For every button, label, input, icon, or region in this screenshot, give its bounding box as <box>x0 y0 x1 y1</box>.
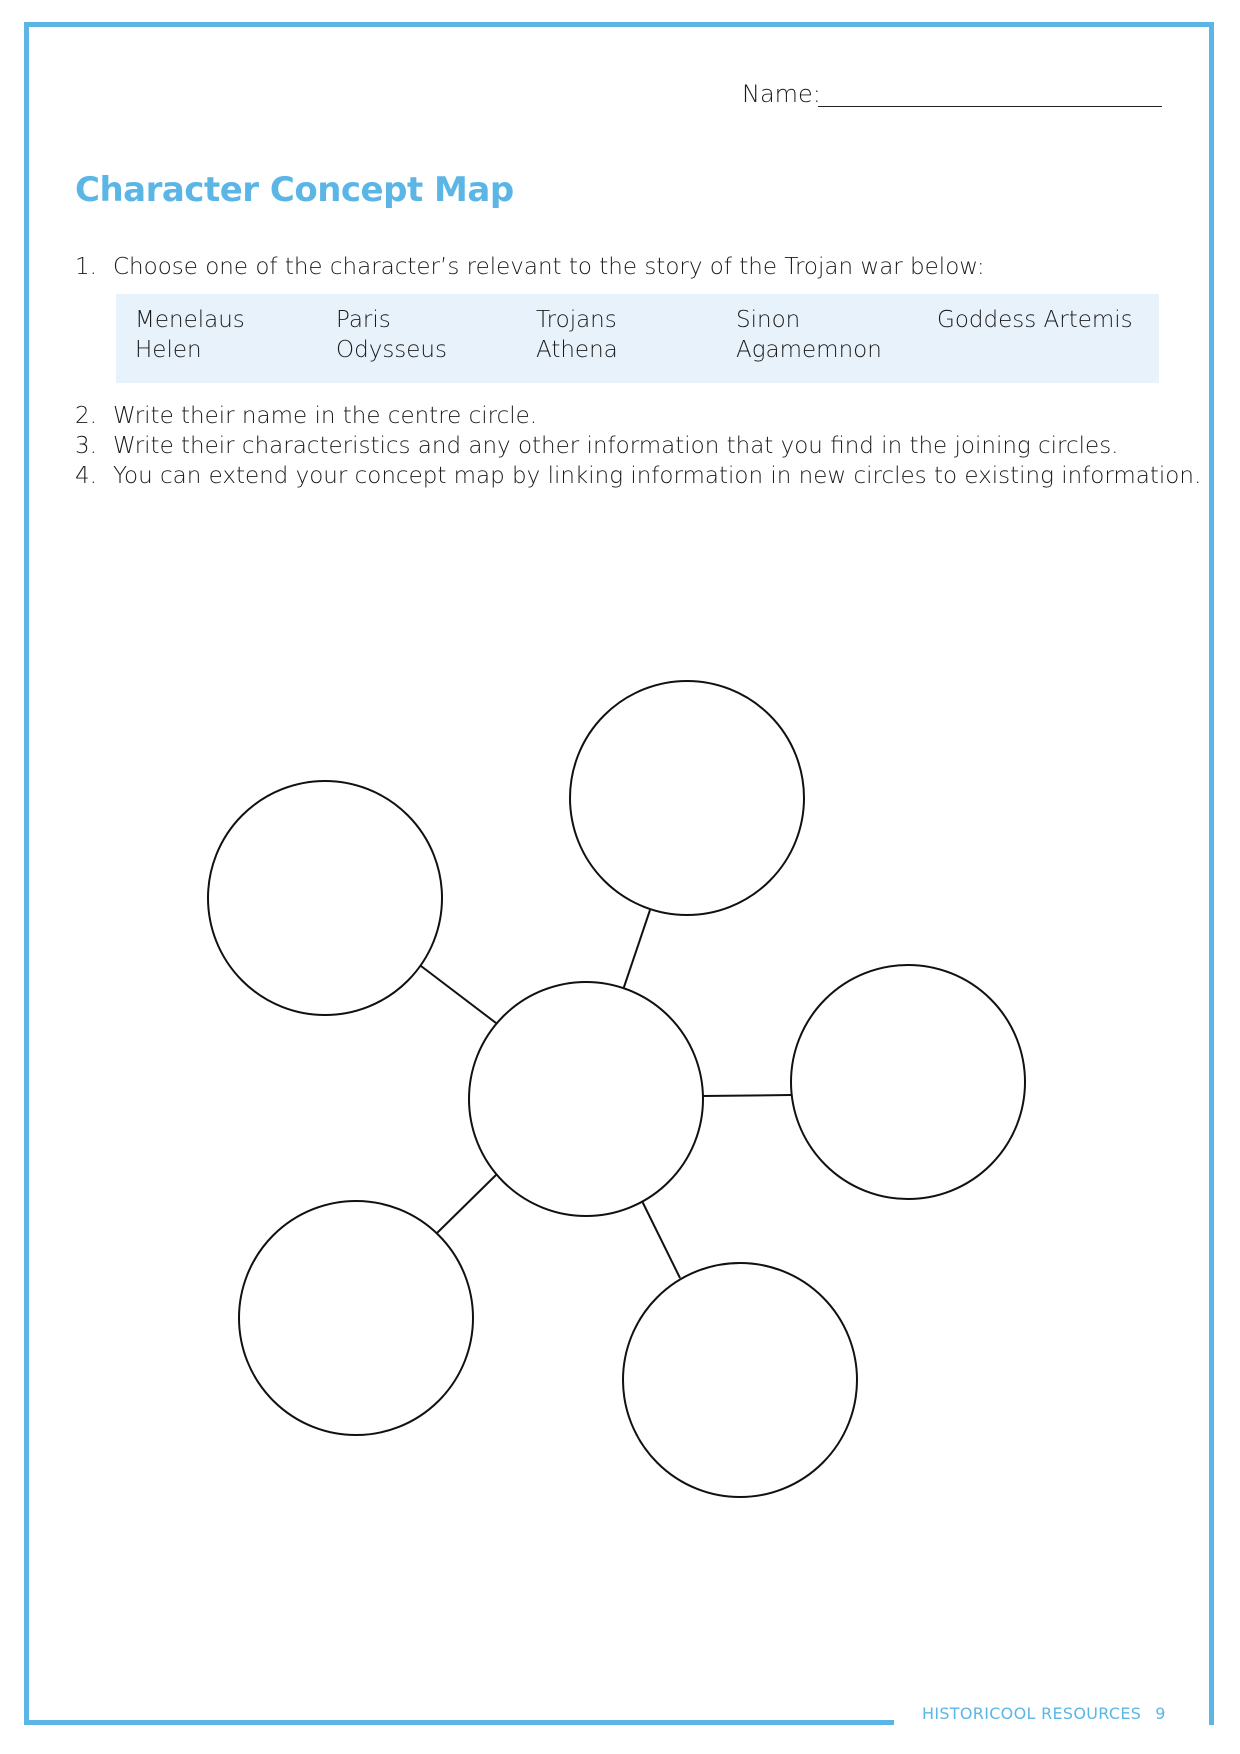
outer-circle-bottom-right[interactable] <box>623 1263 857 1497</box>
outer-circle-top-left[interactable] <box>208 781 442 1015</box>
connector-line-right <box>702 1095 791 1096</box>
footer <box>922 1704 1166 1723</box>
character-goddess-artemis: Goddess Artemis <box>937 307 1133 333</box>
character-menelaus: Menelaus <box>135 307 245 333</box>
connector-line-bottom-right <box>642 1201 680 1278</box>
page-number: 9 <box>1155 1704 1166 1723</box>
step-number: 1. <box>75 254 97 280</box>
step-text: Write their characteristics and any other information that you find in the joining circles. <box>113 433 1119 459</box>
step-text: Choose one of the character’s relevant to the story of the Trojan war below: <box>113 254 985 280</box>
outer-circle-right[interactable] <box>791 965 1025 1199</box>
step-text: You can extend your concept map by linking information in new circles to existing information. <box>113 463 1202 489</box>
step-number: 4. <box>75 463 97 489</box>
outer-circle-top[interactable] <box>570 681 804 915</box>
character-odysseus: Odysseus <box>336 337 447 363</box>
step-text: Write their name in the centre circle. <box>113 403 538 429</box>
character-agamemnon: Agamemnon <box>736 337 882 363</box>
outer-circle-bottom-left[interactable] <box>239 1201 473 1435</box>
page-title: Character Concept Map <box>75 170 514 210</box>
footer-brand: HISTORICOOL RESOURCES <box>922 1704 1142 1723</box>
step-number: 2. <box>75 403 97 429</box>
center-circle[interactable] <box>469 982 703 1216</box>
character-trojans: Trojans <box>536 307 617 333</box>
character-helen: Helen <box>135 337 202 363</box>
character-athena: Athena <box>536 337 618 363</box>
name-label: Name: <box>742 80 821 108</box>
character-paris: Paris <box>336 307 391 333</box>
step-number: 3. <box>75 433 97 459</box>
connector-line-top-left <box>421 966 496 1023</box>
connector-line-bottom-left <box>437 1175 496 1233</box>
character-sinon: Sinon <box>736 307 801 333</box>
connector-line-top <box>623 910 650 990</box>
